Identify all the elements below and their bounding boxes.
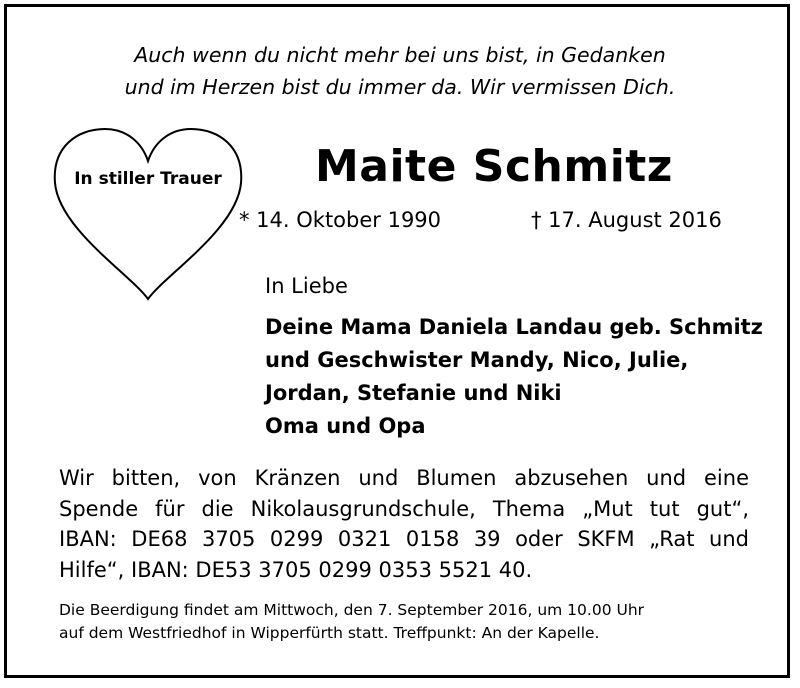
mourners-list [265,311,763,443]
mourners-intro: In Liebe [265,274,348,298]
donation-request [59,463,749,585]
obituary-notice [4,4,790,678]
death-date: † 17. August 2016 [531,208,722,232]
heart-caption: In stiller Trauer [74,169,222,189]
request-line: Spende für die Nikolausgrundschule, Thema „Mut tut gut“, [59,496,749,521]
mourner-line: Oma und Opa [265,414,426,438]
funeral-line: auf dem Westfriedhof in Wipperfürth statt. Treffpunkt: An der Kapelle. [59,624,600,642]
funeral-line: Die Beerdigung findet am Mittwoch, den 7. September 2016, um 10.00 Uhr [59,601,645,619]
mourner-line: Jordan, Stefanie und Niki [265,381,562,405]
heart-outline-icon [51,125,245,307]
mourner-line: Deine Mama Daniela Landau geb. Schmitz [265,315,763,339]
quote-line: Auch wenn du nicht mehr bei uns bist, in Gedanken [134,43,666,67]
mourner-line: und Geschwister Mandy, Nico, Julie, [265,348,689,372]
birth-date: * 14. Oktober 1990 [239,208,442,232]
request-line: Hilfe“, IBAN: DE53 3705 0299 0353 5521 40. [59,557,533,582]
quote-line: und im Herzen bist du immer da. Wir vermissen Dich. [124,75,676,99]
request-line: IBAN: DE68 3705 0299 0321 0158 39 oder SKFM „Rat und [59,527,749,551]
funeral-info [59,599,644,645]
memorial-quote [7,39,793,103]
request-line: Wir bitten, von Kränzen und Blumen abzusehen und eine [59,466,749,490]
deceased-name: Maite Schmitz [315,141,673,192]
